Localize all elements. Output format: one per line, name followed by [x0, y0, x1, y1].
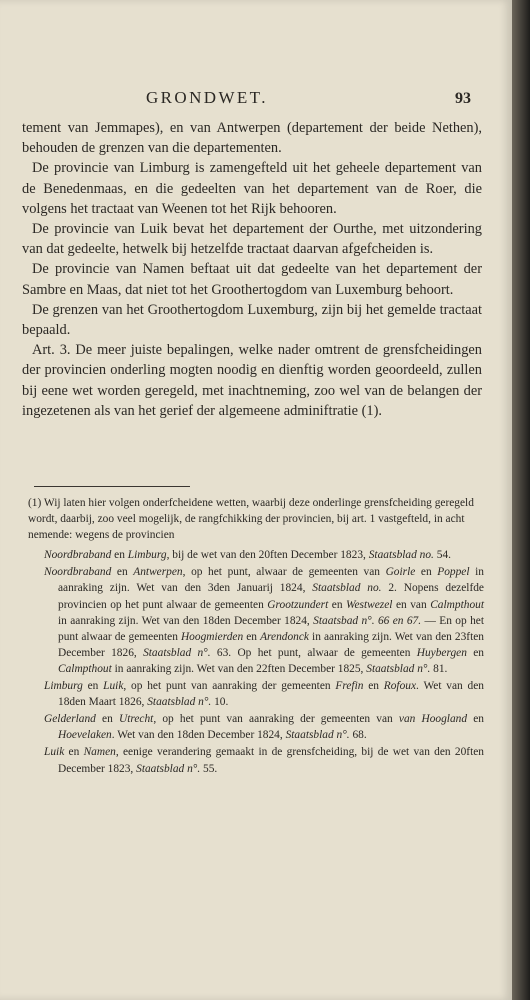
italic-run: Frefin	[335, 680, 364, 693]
italic-run: Hoevelaken	[58, 729, 112, 742]
italic-run: Staatsblad no.	[368, 549, 434, 562]
text-run: 81.	[430, 662, 448, 675]
italic-run: Arendonck	[260, 630, 309, 643]
text-run: . Wet van den 18den December 1824,	[111, 729, 286, 742]
footnote-rule	[34, 486, 190, 487]
text-run: en	[111, 549, 128, 562]
italic-run: Staatsbad n°. 66 en 67.	[313, 614, 422, 627]
text-run: 63. Op het punt, alwaar de gemeenten	[210, 646, 417, 659]
text-run: en	[95, 713, 119, 726]
italic-run: Staatsblad n°.	[136, 762, 201, 775]
text-run: , eenige verandering gemaakt in de grensfcheiding, bij de wet van den 20ften December 1823,	[58, 746, 484, 775]
footnote-entry	[28, 711, 484, 743]
footnote-entry	[28, 678, 484, 710]
italic-run: Grootzundert	[267, 598, 329, 611]
text-run: en	[111, 566, 134, 579]
text-run: . Wet van den 18den Maart 1826,	[58, 680, 484, 709]
italic-run: Staatsblad n°.	[143, 646, 211, 659]
italic-run: Staatsblad n°.	[147, 696, 212, 709]
paragraph: De provincie van Luik bevat het departement der Ourthe, met uitzondering van dat gedeelte, hetwelk bij hetzelfde tractaat daarvan afgefcheiden is.	[22, 221, 482, 258]
footnote-entry	[28, 547, 484, 563]
italic-run: Poppel	[437, 566, 470, 579]
footnote-entry	[28, 744, 484, 776]
italic-run: Luik	[44, 746, 65, 759]
text-run: 2. Nopens dezelfde provincien op het punt alwaar de gemeenten	[58, 582, 484, 611]
italic-run: Huybergen	[416, 646, 467, 659]
italic-run: Gelderland	[44, 713, 96, 726]
page-edge-shadow	[512, 0, 530, 1000]
running-title: GRONDWET.	[146, 88, 268, 107]
italic-run: Westwezel	[346, 598, 393, 611]
paragraph: tement van Jemmapes), en van Antwerpen (departement der beide Nethen), behouden de grenzen van die departementen.	[22, 120, 482, 157]
text-run: in aanraking zijn. Wet van den 23ften December 1826,	[58, 630, 484, 659]
text-run: en	[363, 680, 384, 693]
italic-run: Staatsblad no.	[312, 582, 382, 595]
text-run: , op het punt van aanraking der gemeenten	[123, 680, 336, 693]
paragraph: De grenzen van het Groothertogdom Luxemburg, zijn bij het gemelde tractaat bepaald.	[22, 301, 482, 339]
body-text	[22, 118, 482, 421]
footnote	[28, 495, 484, 778]
page-number: 93	[455, 90, 471, 107]
footnote-entries	[28, 547, 484, 776]
italic-run: Calmpthout	[58, 662, 112, 675]
italic-run: Noordbraband	[44, 566, 112, 579]
italic-run: Goirle	[385, 566, 416, 579]
text-run: in aanraking zijn. Wet van den 3den Januarij 1824,	[58, 566, 484, 595]
text-run: 68.	[349, 729, 367, 742]
text-run: 54.	[433, 549, 451, 562]
italic-run: Staatsblad n°.	[285, 729, 350, 742]
text-run: en	[466, 646, 484, 659]
footnote-intro: (1) Wij laten hier volgen onderfcheidene wetten, waarbij deze onderlinge grensfcheiding geregeld wordt, daarbij, zoo veel mogelijk, de rangfchikking der provincien, bij art. 1 vastgefteld, in acht nemende: wegens de provincien	[28, 497, 474, 542]
italic-run: Limburg	[44, 680, 83, 693]
text-run: , op het punt van aanraking der gemeenten van	[153, 713, 399, 726]
text-run: en	[64, 746, 84, 759]
text-run: en	[415, 566, 438, 579]
italic-run: Luik	[103, 680, 124, 693]
text-run: en	[82, 680, 104, 693]
text-run: , bij de wet van den 20ften December 1823,	[166, 549, 369, 562]
italic-run: Staatsblad n°.	[366, 662, 431, 675]
paragraph: De provincie van Namen beftaat uit dat gedeelte van het departement der Sambre en Maas, dat niet tot het Groothertogdom van Luxemburg behoort.	[22, 261, 482, 298]
italic-run: Hoogmierden	[180, 630, 244, 643]
paragraph: De provincie van Limburg is zamengefteld uit het geheele departement van de Benedenmaas, en die gedeelten van het departement van de Roer, die volgens het tractaat van Weenen tot het Rijk behooren.	[22, 160, 482, 217]
italic-run: Rofoux	[383, 680, 417, 693]
italic-run: Namen	[83, 746, 116, 759]
text-run: 55.	[200, 762, 218, 775]
italic-run: Noordbraband	[44, 549, 112, 562]
text-run: en	[243, 630, 261, 643]
italic-run: Limburg	[127, 549, 167, 562]
text-run: in aanraking zijn. Wet van den 18den December 1824,	[58, 614, 314, 627]
footnote-entry	[28, 564, 484, 677]
text-run: en van	[392, 598, 431, 611]
italic-run: Calmpthout	[430, 598, 484, 611]
text-run: 10.	[211, 696, 229, 709]
italic-run: van Hoogland	[398, 713, 468, 726]
italic-run: Utrecht	[118, 713, 154, 726]
italic-run: Antwerpen	[133, 566, 183, 579]
text-run: , op het punt, alwaar de gemeenten van	[182, 566, 386, 579]
text-run: en	[328, 598, 347, 611]
page-header	[0, 88, 512, 110]
text-run: — En op het punt alwaar de gemeenten	[58, 614, 484, 643]
text-run: en	[467, 713, 484, 726]
text-run: in aanraking zijn. Wet van den 22ften December 1825,	[111, 662, 367, 675]
paragraph: Art. 3. De meer juiste bepalingen, welke nader omtrent de grensfcheidingen der provincien onderling mogten noodig en dienftig worden geoordeeld, zullen bij eene wet worden geregeld, met inachtneming, zoo wel van de belangen der ingezetenen als van het gerief der algemeene adminiftratie (1).	[22, 342, 482, 419]
